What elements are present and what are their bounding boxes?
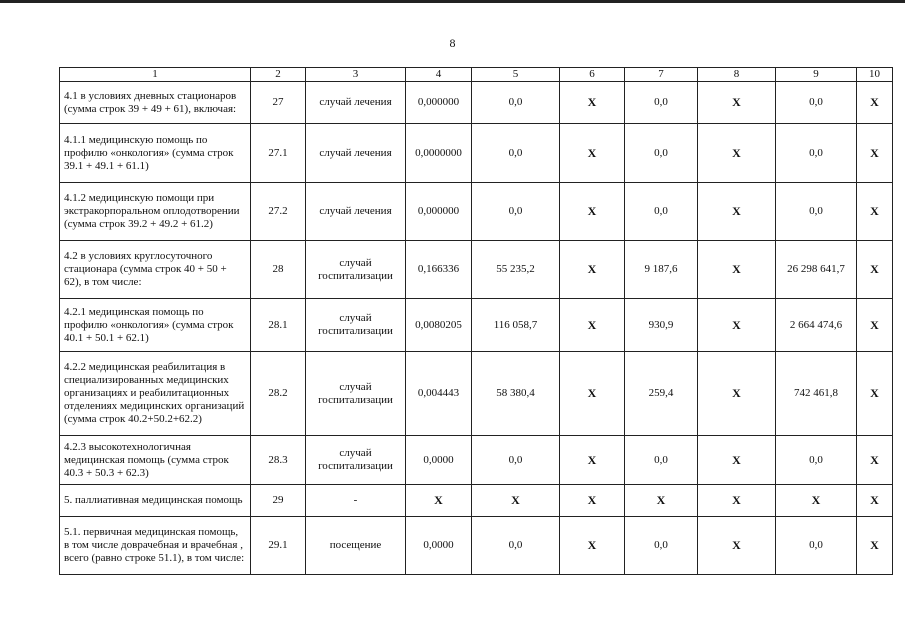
unit-cell: случай госпитализации <box>306 352 406 436</box>
table-row <box>60 124 893 183</box>
value-cell: 0,0 <box>625 436 698 485</box>
table-row <box>60 299 893 352</box>
table-row <box>60 82 893 124</box>
value-cell: 0,0 <box>776 436 857 485</box>
value-cell: X <box>472 485 560 517</box>
value-cell: 0,0000 <box>406 517 472 575</box>
value-cell: 58 380,4 <box>472 352 560 436</box>
value-cell: X <box>857 485 893 517</box>
value-cell: X <box>698 299 776 352</box>
value-cell: 0,0000 <box>406 436 472 485</box>
value-cell: 0,004443 <box>406 352 472 436</box>
value-cell: X <box>560 299 625 352</box>
value-cell: X <box>857 299 893 352</box>
row-number: 27.1 <box>251 124 306 183</box>
table-row <box>60 517 893 575</box>
table-row <box>60 436 893 485</box>
row-description: 4.2.1 медицинская помощь по профилю «онкология» (сумма строк 40.1 + 50.1 + 62.1) <box>60 299 251 352</box>
row-description: 5. паллиативная медицинская помощь <box>60 485 251 517</box>
row-description: 4.2.3 высокотехнологичная медицинская помощь (сумма строк 40.3 + 50.3 + 62.3) <box>60 436 251 485</box>
data-table <box>59 67 893 575</box>
value-cell: 0,0 <box>472 82 560 124</box>
value-cell: X <box>560 82 625 124</box>
value-cell: X <box>560 517 625 575</box>
value-cell: X <box>698 124 776 183</box>
table-row <box>60 485 893 517</box>
value-cell: 55 235,2 <box>472 241 560 299</box>
value-cell: X <box>698 485 776 517</box>
unit-cell: - <box>306 485 406 517</box>
value-cell: 0,0 <box>625 517 698 575</box>
value-cell: X <box>698 183 776 241</box>
row-description: 4.1.2 медицинскую помощи при экстракорпоральном оплодотворении (сумма строк 39.2 + 49.2 + 61.2) <box>60 183 251 241</box>
col-header: 5 <box>472 68 560 82</box>
value-cell: X <box>560 485 625 517</box>
value-cell: X <box>857 517 893 575</box>
row-number: 29 <box>251 485 306 517</box>
col-header: 9 <box>776 68 857 82</box>
col-header: 3 <box>306 68 406 82</box>
value-cell: 930,9 <box>625 299 698 352</box>
value-cell: X <box>560 352 625 436</box>
row-number: 28.2 <box>251 352 306 436</box>
row-number: 27 <box>251 82 306 124</box>
value-cell: 0,0 <box>776 82 857 124</box>
col-header: 6 <box>560 68 625 82</box>
unit-cell: случай лечения <box>306 82 406 124</box>
row-description: 4.2.2 медицинская реабилитация в специализированных медицинских организациях и реабилитационных отделениях медицинских организаций (сумма строк 40.2+50.2+62.2) <box>60 352 251 436</box>
value-cell: X <box>698 241 776 299</box>
value-cell: X <box>560 124 625 183</box>
col-header: 10 <box>857 68 893 82</box>
value-cell: X <box>698 436 776 485</box>
row-number: 28 <box>251 241 306 299</box>
header-row <box>60 68 893 82</box>
row-number: 27.2 <box>251 183 306 241</box>
value-cell: 116 058,7 <box>472 299 560 352</box>
value-cell: 2 664 474,6 <box>776 299 857 352</box>
value-cell: X <box>857 352 893 436</box>
value-cell: X <box>776 485 857 517</box>
unit-cell: случай госпитализации <box>306 241 406 299</box>
value-cell: 0,0 <box>625 183 698 241</box>
value-cell: X <box>698 517 776 575</box>
value-cell: 0,0 <box>776 517 857 575</box>
value-cell: 9 187,6 <box>625 241 698 299</box>
col-header: 1 <box>60 68 251 82</box>
value-cell: 0,0080205 <box>406 299 472 352</box>
value-cell: X <box>857 241 893 299</box>
value-cell: X <box>857 124 893 183</box>
value-cell: X <box>406 485 472 517</box>
top-rule <box>0 0 905 3</box>
value-cell: 0,0 <box>776 124 857 183</box>
value-cell: 0,166336 <box>406 241 472 299</box>
value-cell: 259,4 <box>625 352 698 436</box>
value-cell: X <box>560 183 625 241</box>
value-cell: X <box>698 352 776 436</box>
value-cell: X <box>625 485 698 517</box>
value-cell: 0,000000 <box>406 183 472 241</box>
value-cell: 0,0 <box>472 436 560 485</box>
value-cell: 0,0000000 <box>406 124 472 183</box>
page-number: 8 <box>449 36 456 50</box>
value-cell: X <box>560 241 625 299</box>
value-cell: X <box>857 183 893 241</box>
value-cell: 0,0 <box>472 517 560 575</box>
unit-cell: посещение <box>306 517 406 575</box>
row-description: 5.1. первичная медицинская помощь, в том числе доврачебная и врачебная , всего (равно строке 51.1), в том числе: <box>60 517 251 575</box>
value-cell: 26 298 641,7 <box>776 241 857 299</box>
value-cell: 0,0 <box>625 124 698 183</box>
value-cell: X <box>857 82 893 124</box>
table-row <box>60 352 893 436</box>
row-number: 28.1 <box>251 299 306 352</box>
row-description: 4.1 в условиях дневных стационаров (сумма строк 39 + 49 + 61), включая: <box>60 82 251 124</box>
value-cell: X <box>698 82 776 124</box>
col-header: 7 <box>625 68 698 82</box>
value-cell: 0,0 <box>472 183 560 241</box>
col-header: 2 <box>251 68 306 82</box>
value-cell: 0,0 <box>625 82 698 124</box>
value-cell: X <box>857 436 893 485</box>
unit-cell: случай лечения <box>306 183 406 241</box>
col-header: 4 <box>406 68 472 82</box>
row-description: 4.1.1 медицинскую помощь по профилю «онкология» (сумма строк 39.1 + 49.1 + 61.1) <box>60 124 251 183</box>
value-cell: 0,000000 <box>406 82 472 124</box>
value-cell: 742 461,8 <box>776 352 857 436</box>
value-cell: 0,0 <box>776 183 857 241</box>
table-row <box>60 241 893 299</box>
unit-cell: случай госпитализации <box>306 436 406 485</box>
row-description: 4.2 в условиях круглосуточного стационара (сумма строк 40 + 50 + 62), в том числе: <box>60 241 251 299</box>
col-header: 8 <box>698 68 776 82</box>
unit-cell: случай госпитализации <box>306 299 406 352</box>
row-number: 28.3 <box>251 436 306 485</box>
value-cell: X <box>560 436 625 485</box>
unit-cell: случай лечения <box>306 124 406 183</box>
row-number: 29.1 <box>251 517 306 575</box>
table-row <box>60 183 893 241</box>
value-cell: 0,0 <box>472 124 560 183</box>
